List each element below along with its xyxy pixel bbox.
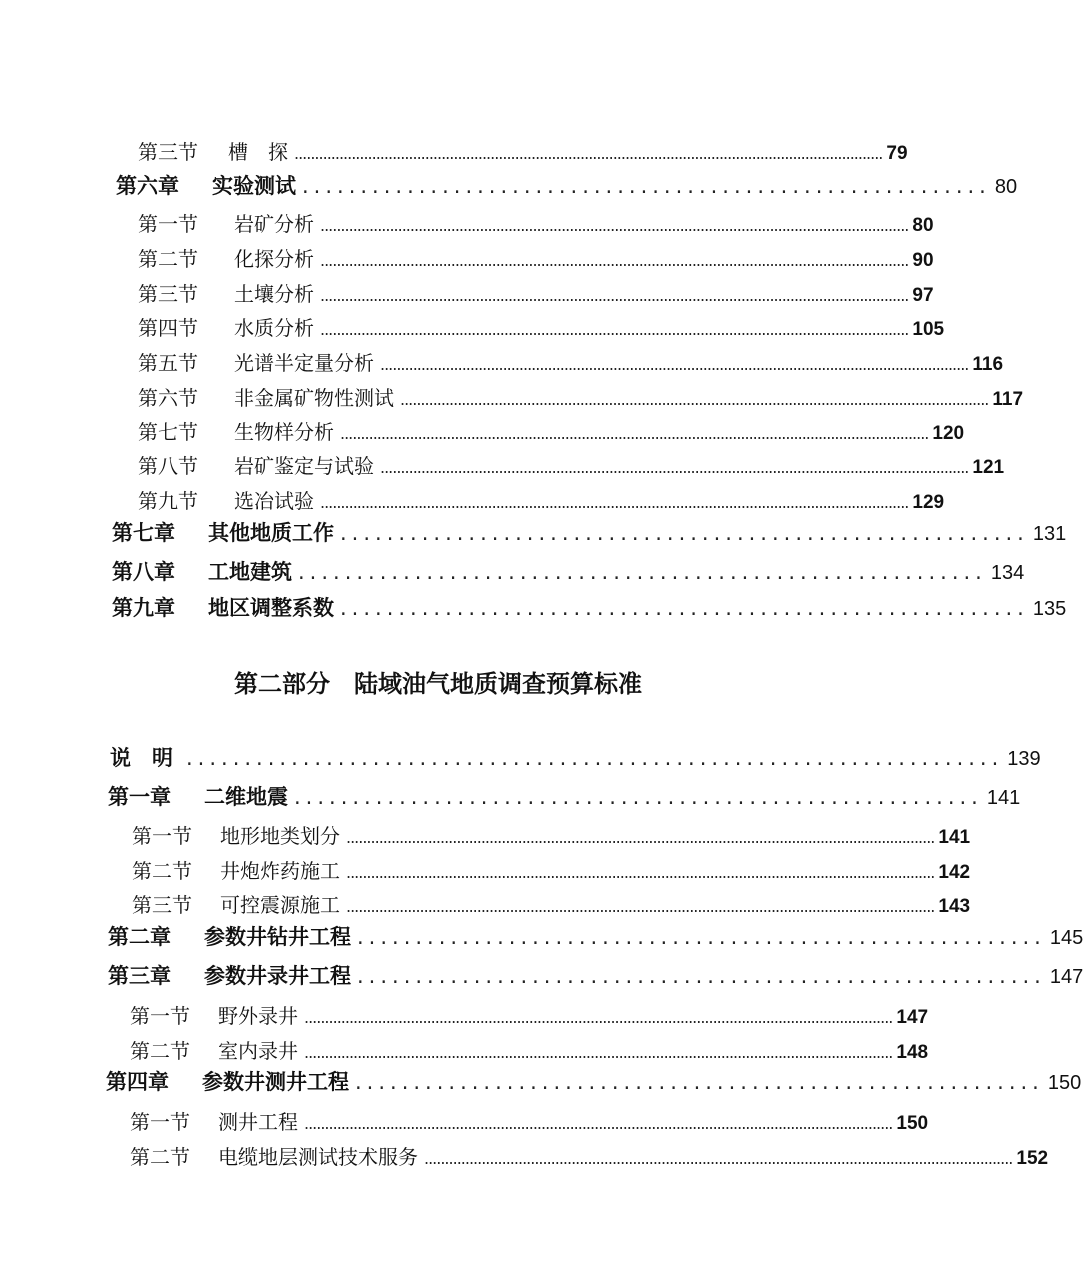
entry-title: 土壤分析	[234, 282, 314, 306]
dot-leader: ...........................................................	[340, 521, 1029, 545]
dot-leader: ................................................................................................................................................	[304, 1008, 893, 1027]
dot-leader: ...........................................................	[302, 174, 991, 198]
dot-leader: ................................................................................................................................................	[400, 390, 989, 409]
entry-page: 139	[1007, 748, 1041, 770]
toc-entry-section	[138, 243, 934, 272]
toc-entry-section	[138, 312, 945, 341]
entry-page: 135	[1032, 598, 1067, 620]
entry-number: 第九节	[138, 489, 198, 513]
entry-page: 80	[994, 176, 1018, 198]
entry-page: 116	[972, 354, 1004, 375]
toc-entry-chapter	[116, 170, 1018, 200]
toc-entry-section	[138, 208, 934, 237]
entry-page: 79	[886, 143, 908, 164]
entry-title: 化探分析	[234, 247, 314, 271]
dot-leader: ...........................................................	[357, 964, 1046, 988]
toc-entry-section	[130, 1035, 929, 1064]
entry-title: 槽 探	[228, 140, 288, 164]
entry-number: 第三节	[132, 893, 192, 917]
entry-page: 97	[912, 285, 934, 306]
entry-title: 非金属矿物性测试	[234, 386, 394, 410]
entry-title: 可控震源施工	[220, 893, 340, 917]
entry-page: 129	[912, 492, 945, 513]
dot-leader: ................................................................................................................................................	[346, 863, 935, 882]
toc-entry-section	[138, 416, 965, 445]
entry-number: 第一节	[130, 1004, 190, 1028]
entry-page: 142	[938, 862, 971, 883]
entry-page: 150	[1047, 1072, 1082, 1094]
entry-number: 第三节	[138, 282, 198, 306]
entry-title: 二维地震	[204, 785, 288, 809]
entry-number: 说 明	[110, 746, 173, 770]
toc-entry-section	[130, 1106, 929, 1135]
dot-leader: ................................................................................................................................................	[304, 1114, 893, 1133]
entry-number: 第二章	[108, 925, 171, 949]
toc-entry-chapter	[110, 742, 1041, 772]
dot-leader: ................................................................................................................................................	[320, 286, 909, 305]
entry-number: 第六节	[138, 386, 198, 410]
dot-leader: ................................................................................................................................................	[380, 355, 969, 374]
entry-title: 水质分析	[234, 316, 314, 340]
entry-number: 第二节	[130, 1145, 190, 1169]
entry-page: 141	[938, 827, 971, 848]
dot-leader: ......................................................................	[186, 746, 1004, 770]
entry-number: 第四章	[106, 1070, 169, 1094]
toc-entry-section	[138, 347, 1004, 376]
entry-number: 第一节	[132, 824, 192, 848]
entry-page: 143	[938, 896, 971, 917]
toc-entry-chapter	[108, 921, 1083, 951]
entry-number: 第四节	[138, 316, 198, 340]
entry-page: 145	[1049, 927, 1083, 949]
toc-entry-chapter	[112, 556, 1025, 586]
dot-leader: ................................................................................................................................................	[340, 424, 929, 443]
dot-leader: ................................................................................................................................................	[320, 493, 909, 512]
entry-number: 第三章	[108, 964, 171, 988]
dot-leader: ................................................................................................................................................	[320, 251, 909, 270]
entry-title: 光谱半定量分析	[234, 351, 374, 375]
dot-leader: ...........................................................	[357, 925, 1046, 949]
entry-title: 参数井测井工程	[202, 1070, 349, 1094]
dot-leader: ................................................................................................................................................	[380, 458, 969, 477]
entry-number: 第二节	[132, 859, 192, 883]
entry-number: 第八章	[112, 560, 175, 584]
entry-title: 井炮炸药施工	[220, 859, 340, 883]
toc-entry-chapter	[112, 517, 1067, 547]
dot-leader: ...........................................................	[355, 1070, 1044, 1094]
dot-leader: ...........................................................	[294, 785, 983, 809]
toc-entry-chapter	[112, 592, 1067, 622]
toc-entry-section	[132, 855, 971, 884]
dot-leader: ...........................................................	[340, 596, 1029, 620]
entry-title: 地形地类划分	[220, 824, 340, 848]
entry-page: 90	[912, 250, 934, 271]
entry-page: 150	[896, 1113, 929, 1134]
dot-leader: ................................................................................................................................................	[346, 828, 935, 847]
entry-page: 152	[1016, 1148, 1049, 1169]
entry-number: 第一章	[108, 785, 171, 809]
entry-number: 第八节	[138, 454, 198, 478]
entry-number: 第一节	[130, 1110, 190, 1134]
toc-entry-section	[132, 889, 971, 918]
part-title: 第二部分 陆域油气地质调查预算标准	[234, 670, 642, 698]
entry-page: 148	[896, 1042, 929, 1063]
entry-title: 选冶试验	[234, 489, 314, 513]
entry-page: 105	[912, 319, 945, 340]
toc-entry-section	[132, 820, 971, 849]
entry-number: 第五节	[138, 351, 198, 375]
dot-leader: ................................................................................................................................................	[294, 144, 883, 163]
toc-entry-section	[138, 136, 908, 165]
toc-entry-section	[130, 1141, 1049, 1170]
entry-page: 147	[896, 1007, 929, 1028]
entry-number: 第二节	[130, 1039, 190, 1063]
entry-number: 第六章	[116, 174, 179, 198]
entry-number: 第七章	[112, 521, 175, 545]
entry-title: 室内录井	[218, 1039, 298, 1063]
toc-entry-section	[138, 382, 1024, 411]
entry-page: 117	[992, 389, 1024, 410]
entry-page: 121	[972, 457, 1005, 478]
entry-number: 第七节	[138, 420, 198, 444]
entry-title: 岩矿鉴定与试验	[234, 454, 374, 478]
entry-page: 120	[932, 423, 965, 444]
entry-title: 岩矿分析	[234, 212, 314, 236]
entry-number: 第三节	[138, 140, 198, 164]
toc-entry-chapter	[108, 960, 1083, 990]
dot-leader: ...........................................................	[298, 560, 987, 584]
entry-title: 野外录井	[218, 1004, 298, 1028]
entry-page: 141	[986, 787, 1021, 809]
entry-title: 参数井钻井工程	[204, 925, 351, 949]
dot-leader: ................................................................................................................................................	[424, 1149, 1013, 1168]
entry-page: 80	[912, 215, 934, 236]
entry-title: 地区调整系数	[208, 596, 334, 620]
entry-number: 第九章	[112, 596, 175, 620]
entry-title: 电缆地层测试技术服务	[218, 1145, 418, 1169]
entry-title: 其他地质工作	[208, 521, 334, 545]
toc-entry-chapter	[106, 1066, 1082, 1096]
entry-page: 134	[990, 562, 1025, 584]
toc-entry-section	[138, 450, 1005, 479]
entry-title: 实验测试	[212, 174, 296, 198]
toc-entry-section	[130, 1000, 929, 1029]
toc-entry-section	[138, 278, 934, 307]
entry-number: 第二节	[138, 247, 198, 271]
entry-title: 生物样分析	[234, 420, 334, 444]
entry-title: 工地建筑	[208, 560, 292, 584]
dot-leader: ................................................................................................................................................	[304, 1043, 893, 1062]
dot-leader: ................................................................................................................................................	[320, 320, 909, 339]
toc-entry-section	[138, 485, 945, 514]
entry-number: 第一节	[138, 212, 198, 236]
entry-page: 147	[1049, 966, 1083, 988]
entry-page: 131	[1032, 523, 1067, 545]
entry-title: 参数井录井工程	[204, 964, 351, 988]
dot-leader: ................................................................................................................................................	[320, 216, 909, 235]
toc-entry-chapter	[108, 781, 1021, 811]
entry-title: 测井工程	[218, 1110, 298, 1134]
dot-leader: ................................................................................................................................................	[346, 897, 935, 916]
